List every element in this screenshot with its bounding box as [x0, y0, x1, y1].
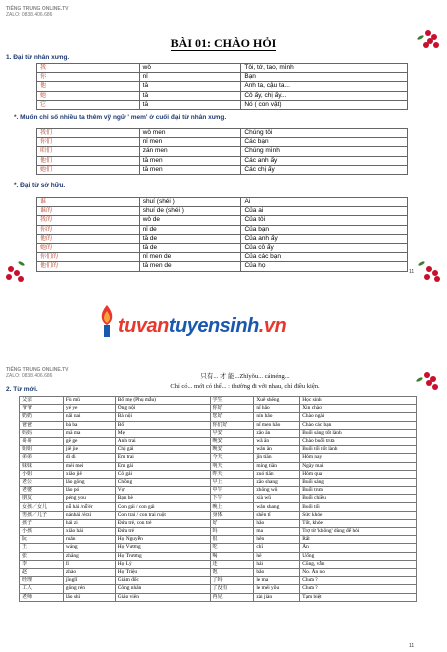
chinese-cell: 我的	[37, 216, 140, 225]
table-row	[37, 262, 408, 271]
table-cell: Con trai / con trai ruột	[115, 511, 210, 519]
chinese-cell: 父亲	[20, 397, 64, 405]
table-row	[20, 511, 417, 519]
table-cell: wǒ	[139, 64, 241, 73]
table-cell: Ai	[241, 198, 408, 207]
chinese-cell: 还	[210, 560, 254, 568]
table-row	[20, 478, 417, 486]
table-cell: le méi yǒu	[254, 585, 300, 593]
chinese-cell: 老师	[20, 593, 64, 601]
table-cell: tā de	[139, 234, 241, 243]
chinese-cell: 妈妈	[20, 429, 64, 437]
table-cell: wǎn shang	[254, 503, 300, 511]
table-row	[37, 243, 408, 252]
table-cell: nǐ	[139, 73, 241, 82]
chinese-cell: 我	[37, 64, 140, 73]
chinese-cell: 你们好	[210, 421, 254, 429]
torch-logo-icon	[96, 303, 118, 339]
table-row	[37, 207, 408, 216]
table-cell: Em trai	[115, 454, 210, 462]
chinese-cell: 工人	[20, 585, 64, 593]
grammar-pattern: 只有... 才 能...Zhǐyǒu... cáinéng...	[200, 373, 290, 380]
chinese-cell: 老婆	[20, 487, 64, 495]
table-cell: Buổi sáng tốt lành	[300, 429, 417, 437]
table-cell: Buổi chiều	[300, 495, 417, 503]
table-cell: Sức khỏe	[300, 511, 417, 519]
table-cell: Bà nội	[115, 413, 210, 421]
table-row	[37, 198, 408, 207]
brand-zalo: ZALO: 0838.406.686	[6, 373, 53, 379]
section-plural-note: *. Muốn chỉ số nhiều ta thêm vỹ ngữ ' mem' ở cuối đại từ nhân xưng.	[14, 114, 227, 121]
table-cell: lǐ	[63, 560, 115, 568]
flower-decoration-icon	[416, 368, 442, 394]
flower-decoration-icon	[4, 258, 30, 284]
table-cell: zhāng	[63, 552, 115, 560]
table-row	[20, 462, 417, 470]
chinese-cell: 女孩／女儿	[20, 503, 64, 511]
chinese-cell: 你的	[37, 225, 140, 234]
table-cell: Xin chào	[300, 405, 417, 413]
table-cell: Của anh ấy	[241, 234, 408, 243]
table-cell: Cô ấy, chị ấy...	[241, 91, 408, 100]
table-cell: ma	[254, 528, 300, 536]
table-cell: Chúng tôi	[241, 129, 408, 138]
table-cell: Chưa ?	[300, 577, 417, 585]
table-row	[37, 147, 408, 156]
table-row	[20, 528, 417, 536]
chinese-cell: 弟弟	[20, 454, 64, 462]
table-cell: ruǎn	[63, 536, 115, 544]
table-cell: Chưa ?	[300, 585, 417, 593]
chinese-cell: 哥哥	[20, 437, 64, 445]
chinese-cell: 好	[210, 519, 254, 527]
table-row	[37, 253, 408, 262]
chinese-cell: 奶奶	[20, 413, 64, 421]
table-cell: Của các bạn	[241, 253, 408, 262]
brand-name: TIẾNG TRUNG ONLINE.TV	[6, 6, 69, 12]
table-cell: zǎo ān	[254, 429, 300, 437]
table-cell: Họ Triệu	[115, 568, 210, 576]
table-cell: Các anh ấy	[241, 156, 408, 165]
chinese-cell: 妹妹	[20, 462, 64, 470]
table-row	[37, 234, 408, 243]
table-cell: Ăn	[300, 544, 417, 552]
table-row	[20, 593, 417, 601]
table-cell: Con gái / con gái	[115, 503, 210, 511]
table-cell: xià wǔ	[254, 495, 300, 503]
chinese-cell: 再见	[210, 593, 254, 601]
table-cell: nǐ men	[139, 138, 241, 147]
table-row	[37, 138, 408, 147]
chinese-cell: 学生	[210, 397, 254, 405]
table-cell: Đứa trẻ, con trẻ	[115, 519, 210, 527]
table-cell: jīnglǐ	[63, 577, 115, 585]
table-cell: Các chị ấy	[241, 165, 408, 174]
table-row	[20, 405, 417, 413]
chinese-cell: 谁	[37, 198, 140, 207]
table-row	[20, 585, 417, 593]
table-cell: Giáo viên	[115, 593, 210, 601]
table-cell: Uống	[300, 552, 417, 560]
table-cell: hái	[254, 560, 300, 568]
table-cell: tā men	[139, 156, 241, 165]
table-cell: tā	[139, 100, 241, 109]
table-row	[20, 544, 417, 552]
chinese-cell: 小姐	[20, 470, 64, 478]
table-row	[20, 560, 417, 568]
table-cell: Họ Lý	[115, 560, 210, 568]
table-row	[37, 82, 408, 91]
chinese-cell: 小孩	[20, 528, 64, 536]
section-new-words: 2. Từ mới.	[6, 386, 38, 393]
chinese-cell: 身体	[210, 511, 254, 519]
table-cell: wǎ ān	[254, 437, 300, 445]
section-personal-pronouns: 1. Đại từ nhân xưng.	[6, 54, 70, 61]
table-row	[20, 421, 417, 429]
table-cell: Học sinh	[300, 397, 417, 405]
table-cell: mèi mei	[63, 462, 115, 470]
pronoun-table	[36, 63, 408, 110]
flower-decoration-icon	[418, 258, 444, 284]
table-cell: jiě jie	[63, 446, 115, 454]
chinese-cell: 她的	[37, 243, 140, 252]
table-cell: Ngày mai	[300, 462, 417, 470]
table-cell: hǎo	[254, 519, 300, 527]
table-cell: zhào	[63, 568, 115, 576]
table-cell: Cô gái	[115, 470, 210, 478]
chinese-cell: 咱们	[37, 147, 140, 156]
table-cell: shuí de (shéi )	[139, 207, 241, 216]
table-cell: xiǎo hái	[63, 528, 115, 536]
table-cell: Fù mǔ	[63, 397, 115, 405]
table-cell: Trợ từ 'không' dùng để hỏi	[300, 528, 417, 536]
chinese-cell: 他	[37, 82, 140, 91]
table-cell: wǒ men	[139, 129, 241, 138]
table-cell: lǎo pó	[63, 487, 115, 495]
table-cell: Giám đốc	[115, 577, 210, 585]
table-cell: Chị gái	[115, 446, 210, 454]
table-row	[20, 495, 417, 503]
table-row	[20, 470, 417, 478]
table-cell: mā ma	[63, 429, 115, 437]
table-cell: wáng	[63, 544, 115, 552]
table-cell: hěn	[254, 536, 300, 544]
table-row	[37, 225, 408, 234]
table-cell: Bố mẹ (Phụ mẫu)	[115, 397, 210, 405]
table-cell: Của ai	[241, 207, 408, 216]
table-row	[37, 64, 408, 73]
chinese-cell: 她	[37, 91, 140, 100]
grammar-explanation: Chỉ có... mới có thể... : thường đi với nhau, chỉ điều kiện.	[170, 383, 320, 390]
table-row	[20, 454, 417, 462]
table-cell: nánhái /érzi	[63, 511, 115, 519]
table-cell: chī	[254, 544, 300, 552]
vocabulary-table	[19, 396, 417, 602]
table-cell: bǎo	[254, 568, 300, 576]
table-cell: le ma	[254, 577, 300, 585]
table-cell: Chào buổi trưa	[300, 437, 417, 445]
table-cell: zhōng wǔ	[254, 487, 300, 495]
table-cell: míng tiān	[254, 462, 300, 470]
table-cell: wǎn ān	[254, 446, 300, 454]
table-cell: Họ Nguyễn	[115, 536, 210, 544]
lesson-title: BÀI 01: CHÀO HỎI	[170, 36, 277, 50]
watermark-text: tuvantuyensinh.vn	[118, 315, 287, 337]
chinese-cell: 喝	[210, 552, 254, 560]
table-cell: Họ Vương	[115, 544, 210, 552]
table-cell: Công nhân	[115, 585, 210, 593]
table-cell: Bạn bè	[115, 495, 210, 503]
table-cell: Buổi tối	[300, 503, 417, 511]
table-cell: Buổi tối tốt lành	[300, 446, 417, 454]
table-row	[37, 100, 408, 109]
chinese-cell: 你	[37, 73, 140, 82]
table-row	[37, 216, 408, 225]
table-row	[20, 429, 417, 437]
table-cell: gōng rén	[63, 585, 115, 593]
table-row	[37, 165, 408, 174]
table-row	[37, 156, 408, 165]
table-cell: Ông nội	[115, 405, 210, 413]
table-cell: shēn tǐ	[254, 511, 300, 519]
table-cell: Nó ( con vật)	[241, 100, 408, 109]
table-cell: wǒ de	[139, 216, 241, 225]
chinese-cell: 赵	[20, 568, 64, 576]
table-cell: Buổi trưa	[300, 487, 417, 495]
table-cell: Chúng mình	[241, 147, 408, 156]
grammar-note	[120, 372, 370, 392]
table-row	[20, 568, 417, 576]
chinese-cell: 你们	[37, 138, 140, 147]
chinese-cell: 很	[210, 536, 254, 544]
table-cell: nǐ men hǎo	[254, 421, 300, 429]
table-cell: gē ge	[63, 437, 115, 445]
chinese-cell: 爸爸	[20, 421, 64, 429]
chinese-cell: 了没有	[210, 585, 254, 593]
table-cell: Chào ngài	[300, 413, 417, 421]
table-cell: tā de	[139, 243, 241, 252]
chinese-cell: 阮	[20, 536, 64, 544]
lesson-page-1	[0, 0, 447, 290]
page-number: 11	[409, 643, 415, 649]
table-cell: tā	[139, 82, 241, 91]
brand-header	[6, 6, 69, 18]
chinese-cell: 您好	[210, 413, 254, 421]
table-cell: lǎo shī	[63, 593, 115, 601]
table-cell: hái zi	[63, 519, 115, 527]
chinese-cell: 孩子	[20, 519, 64, 527]
chinese-cell: 早安	[210, 429, 254, 437]
table-cell: nǎi nai	[63, 413, 115, 421]
table-cell: bà ba	[63, 421, 115, 429]
table-cell: nǐ men de	[139, 253, 241, 262]
possessive-table	[36, 197, 408, 272]
table-row	[20, 487, 417, 495]
brand-header	[6, 367, 69, 379]
chinese-cell: 男孩／儿子	[20, 511, 64, 519]
table-cell: Rất	[300, 536, 417, 544]
table-cell: Anh trai	[115, 437, 210, 445]
table-cell: xiǎo jiě	[63, 470, 115, 478]
table-cell: tā	[139, 91, 241, 100]
table-cell: zuó tiān	[254, 470, 300, 478]
table-cell: zǎo shang	[254, 478, 300, 486]
chinese-cell: 昨天	[210, 470, 254, 478]
table-cell: péng you	[63, 495, 115, 503]
chinese-cell: 晚安	[210, 446, 254, 454]
chinese-cell: 张	[20, 552, 64, 560]
table-row	[20, 446, 417, 454]
table-row	[20, 536, 417, 544]
chinese-cell: 了吗	[210, 577, 254, 585]
table-cell: lǎo gōng	[63, 478, 115, 486]
chinese-cell: 谁的	[37, 207, 140, 216]
table-cell: Bạn	[241, 73, 408, 82]
table-cell: Buổi sáng	[300, 478, 417, 486]
table-cell: Của họ	[241, 262, 408, 271]
table-cell: Xuě shēng	[254, 397, 300, 405]
chinese-cell: 吗	[210, 528, 254, 536]
chinese-cell: 饱	[210, 568, 254, 576]
chinese-cell: 他们的	[37, 262, 140, 271]
table-cell: zài jiàn	[254, 593, 300, 601]
table-row	[37, 73, 408, 82]
table-cell: jīn tiān	[254, 454, 300, 462]
table-cell: tā men de	[139, 262, 241, 271]
table-cell: Tốt, khỏe	[300, 519, 417, 527]
table-cell: nǐ de	[139, 225, 241, 234]
table-cell: Vợ	[115, 487, 210, 495]
table-cell: Của tôi	[241, 216, 408, 225]
chinese-cell: 朋友	[20, 495, 64, 503]
table-cell: nín hǎo	[254, 413, 300, 421]
table-cell: yé ye	[63, 405, 115, 413]
brand-name: TIẾNG TRUNG ONLINE.TV	[6, 367, 69, 373]
table-cell: Em gái	[115, 462, 210, 470]
chinese-cell: 老公	[20, 478, 64, 486]
table-cell: hē	[254, 552, 300, 560]
chinese-cell: 它	[37, 100, 140, 109]
table-cell: Họ Trương	[115, 552, 210, 560]
chinese-cell: 爷爷	[20, 405, 64, 413]
chinese-cell: 他们	[37, 156, 140, 165]
table-row	[20, 437, 417, 445]
table-cell: Tạm biệt	[300, 593, 417, 601]
table-cell: Đứa trẻ	[115, 528, 210, 536]
chinese-cell: 经理	[20, 577, 64, 585]
table-cell: Của cô ấy	[241, 243, 408, 252]
chinese-cell: 他的	[37, 234, 140, 243]
table-cell: nǐ hǎo	[254, 405, 300, 413]
chinese-cell: 我们	[37, 129, 140, 138]
plural-pronoun-table	[36, 128, 408, 175]
table-cell: nǚ hái /nǚ'ér	[63, 503, 115, 511]
chinese-cell: 李	[20, 560, 64, 568]
table-cell: Bố	[115, 421, 210, 429]
chinese-cell: 明天	[210, 462, 254, 470]
page-number: 11	[409, 269, 415, 275]
chinese-cell: 吃	[210, 544, 254, 552]
chinese-cell: 你好	[210, 405, 254, 413]
table-row	[37, 129, 408, 138]
chinese-cell: 姐姐	[20, 446, 64, 454]
chinese-cell: 你们的	[37, 253, 140, 262]
chinese-cell: 王	[20, 544, 64, 552]
table-cell: Cũng, vẫn	[300, 560, 417, 568]
table-row	[20, 519, 417, 527]
section-possessive: *. Đại từ sở hữu.	[14, 182, 66, 189]
table-cell: Mẹ	[115, 429, 210, 437]
table-cell: tā men	[139, 165, 241, 174]
table-cell: No. Ăn no	[300, 568, 417, 576]
brand-zalo: ZALO: 0838.406.686	[6, 12, 53, 18]
table-cell: Các bạn	[241, 138, 408, 147]
table-cell: Chồng	[115, 478, 210, 486]
table-row	[20, 552, 417, 560]
table-cell: dì di	[63, 454, 115, 462]
table-row	[20, 577, 417, 585]
chinese-cell: 早上	[210, 478, 254, 486]
chinese-cell: 中午	[210, 487, 254, 495]
table-cell: zán men	[139, 147, 241, 156]
table-row	[37, 91, 408, 100]
table-cell: shuí (shéi )	[139, 198, 241, 207]
chinese-cell: 今天	[210, 454, 254, 462]
table-cell: Chào các bạn	[300, 421, 417, 429]
table-cell: Hôm qua	[300, 470, 417, 478]
chinese-cell: 她们	[37, 165, 140, 174]
table-cell: Của bạn	[241, 225, 408, 234]
table-row	[20, 503, 417, 511]
table-row	[20, 397, 417, 405]
chinese-cell: 晚上	[210, 503, 254, 511]
chinese-cell: 下午	[210, 495, 254, 503]
chinese-cell: 晚安	[210, 437, 254, 445]
table-cell: Hôm nay	[300, 454, 417, 462]
table-row	[20, 413, 417, 421]
table-cell: Tôi, tớ, tao, mình	[241, 64, 408, 73]
table-cell: Anh ta, cậu ta...	[241, 82, 408, 91]
